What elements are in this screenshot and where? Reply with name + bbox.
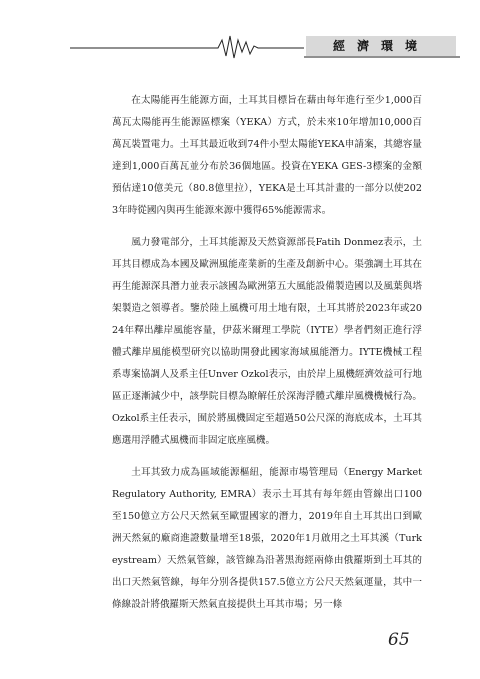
page-number: 65 bbox=[388, 630, 410, 650]
page-header bbox=[0, 28, 480, 68]
paragraph-wind: 風力發電部分，土耳其能源及天然資源部長Fatih Donmez表示，土耳其目標成為本國及歐洲風能產業新的生產及創新中心。渠強調土耳其在再生能源深具潛力並表示該國為歐洲第五大風能設備製造國以及風葉與塔架製造之領導者。鑒於陸上風機可用土地有限，土耳其將於2023年或2024年釋出離岸風能容量，伊茲米爾理工學院（IYTE）學者們刻正進行浮體式離岸風能模型研究以協助開發此國家海域風能潛力。IYTE機械工程系專案協調人及系主任Unver Ozkol表示，由於岸上風機經濟效益可行地區正逐漸減少中，該學院目標為瞭解任於深海浮體式離岸風機機械行為。Ozkol系主任表示，囿於將風機固定至超過50公尺深的海底成本，土耳其應選用浮體式風機而非固定底座風機。 bbox=[112, 237, 423, 446]
section-title: 經濟環境 bbox=[306, 36, 456, 56]
paragraph-solar: 在太陽能再生能源方面，土耳其目標旨在藉由每年進行至少1,000百萬瓦太陽能再生能源區標案（YEKA）方式，於未來10年增加10,000百萬瓦裝置電力。土耳其最近收到74件小型太陽能YEKA申請案，其總容量達到1,000百萬瓦並分布於36個地區。投資在YEKA GES-3標案的金額預估達10億美元（80.8億里拉），YEKA是土耳其計畫的一部分以使2023年時從國內與再生能源來源中獲得65%能源需求。 bbox=[112, 95, 422, 216]
article-body bbox=[112, 90, 422, 626]
paragraph-gas: 土耳其致力成為區域能源樞紐，能源市場管理局（Energy Market Regulatory Authority, EMRA）表示土耳其有每年經由管線出口100至150億立方公尺天然氣至歐盟國家的潛力，2019年自土耳其出口到歐洲天然氣的廠商進證數量增至18張，2020年1月啟用之土耳其溪（Turkeystream）天然氣管線，該管線為沿著黑海經兩條由俄羅斯到土耳其的出口天然氣管線，每年分別各提供157.5億立方公尺天然氣運量，其中一條線設計將俄羅斯天然氣直接提供土耳其市場；另一條 bbox=[112, 467, 422, 610]
